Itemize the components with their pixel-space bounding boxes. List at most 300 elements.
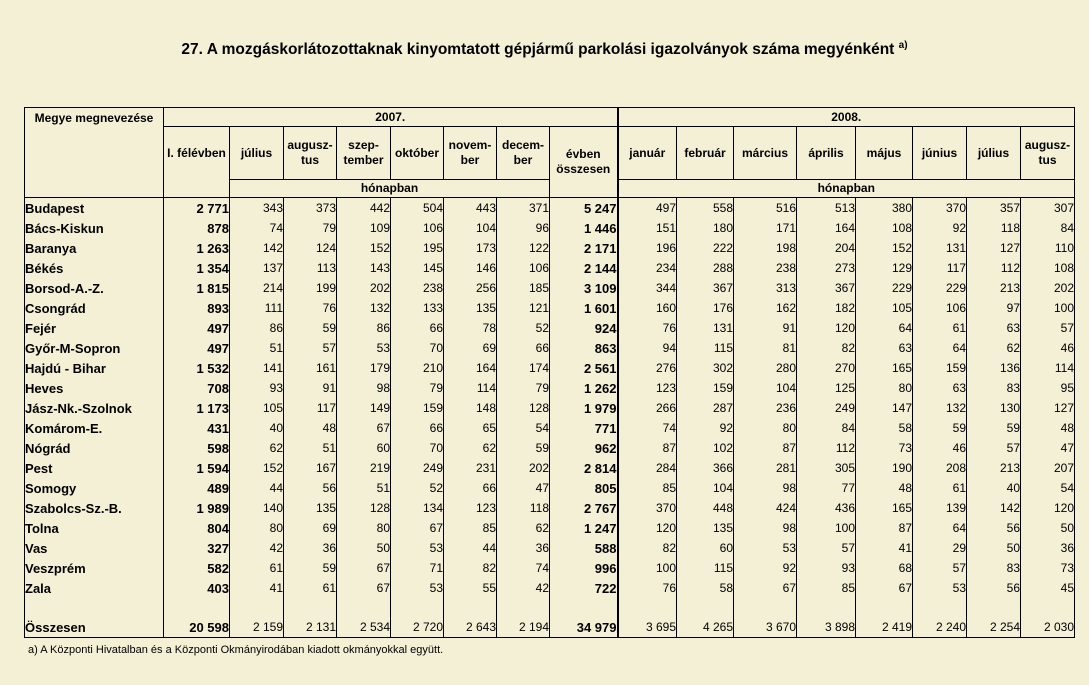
value-cell: 48: [1021, 418, 1075, 438]
total-cell: 1 354: [164, 258, 230, 278]
value-cell: 115: [677, 558, 734, 578]
total-cell: 1 601: [550, 298, 618, 318]
value-cell: 162: [734, 298, 797, 318]
value-cell: 59: [284, 318, 337, 338]
county-name: Pest: [25, 458, 164, 478]
half-year-header: I. félévben: [164, 127, 230, 180]
value-cell: 48: [856, 478, 913, 498]
value-cell: 66: [444, 478, 497, 498]
value-cell: 54: [497, 418, 550, 438]
value-cell: 81: [734, 338, 797, 358]
value-cell: 120: [618, 518, 677, 538]
total-cell: 924: [550, 318, 618, 338]
value-cell: 284: [618, 458, 677, 478]
value-cell: 2 643: [444, 617, 497, 638]
table-row: [25, 238, 1075, 258]
value-cell: 513: [797, 198, 856, 219]
value-cell: 92: [734, 558, 797, 578]
value-cell: 58: [856, 418, 913, 438]
value-cell: 2 419: [856, 617, 913, 638]
county-name: Baranya: [25, 238, 164, 258]
total-cell: 3 109: [550, 278, 618, 298]
value-cell: 152: [230, 458, 284, 478]
value-cell: 202: [497, 458, 550, 478]
value-cell: 238: [734, 258, 797, 278]
month-header: október: [391, 127, 444, 180]
month-header: június: [913, 127, 967, 180]
value-cell: 87: [856, 518, 913, 538]
value-cell: 59: [284, 558, 337, 578]
value-cell: 140: [230, 498, 284, 518]
value-cell: 497: [618, 198, 677, 219]
table-row: [25, 458, 1075, 478]
value-cell: 204: [797, 238, 856, 258]
value-cell: 109: [337, 218, 391, 238]
value-cell: 85: [444, 518, 497, 538]
value-cell: 171: [734, 218, 797, 238]
value-cell: 57: [913, 558, 967, 578]
value-cell: 61: [913, 318, 967, 338]
total-cell: 1 262: [550, 378, 618, 398]
value-cell: 47: [1021, 438, 1075, 458]
value-cell: 2 030: [1021, 617, 1075, 638]
value-cell: 56: [967, 518, 1021, 538]
value-cell: 127: [1021, 398, 1075, 418]
county-name: Csongrád: [25, 298, 164, 318]
value-cell: 106: [391, 218, 444, 238]
value-cell: 120: [797, 318, 856, 338]
value-cell: 117: [913, 258, 967, 278]
table-row: [25, 438, 1075, 458]
value-cell: 52: [497, 318, 550, 338]
value-cell: 214: [230, 278, 284, 298]
value-cell: 370: [913, 198, 967, 219]
value-cell: 288: [677, 258, 734, 278]
county-name: Komárom-E.: [25, 418, 164, 438]
value-cell: 76: [618, 578, 677, 598]
value-cell: 59: [497, 438, 550, 458]
value-cell: 130: [967, 398, 1021, 418]
table-row: [25, 378, 1075, 398]
page-title: [0, 40, 1089, 59]
in-month-label-2008: hónapban: [618, 180, 1075, 198]
value-cell: 68: [856, 558, 913, 578]
value-cell: 74: [230, 218, 284, 238]
value-cell: 185: [497, 278, 550, 298]
value-cell: 424: [734, 498, 797, 518]
total-cell: 1 594: [164, 458, 230, 478]
total-cell: 497: [164, 338, 230, 358]
value-cell: 161: [284, 358, 337, 378]
value-cell: 152: [856, 238, 913, 258]
value-cell: 36: [284, 538, 337, 558]
total-cell: 962: [550, 438, 618, 458]
total-cell: 722: [550, 578, 618, 598]
value-cell: 62: [497, 518, 550, 538]
value-cell: 102: [677, 438, 734, 458]
value-cell: 370: [618, 498, 677, 518]
value-cell: 113: [284, 258, 337, 278]
value-cell: 2 240: [913, 617, 967, 638]
value-cell: 305: [797, 458, 856, 478]
value-cell: 79: [497, 378, 550, 398]
table-row: [25, 578, 1075, 598]
value-cell: 135: [444, 298, 497, 318]
year-2007-header: 2007.: [164, 108, 618, 127]
total-cell: 497: [164, 318, 230, 338]
value-cell: 448: [677, 498, 734, 518]
year-total-header: évben összesen: [550, 127, 618, 198]
value-cell: 51: [230, 338, 284, 358]
value-cell: 83: [967, 558, 1021, 578]
total-cell: 431: [164, 418, 230, 438]
value-cell: 165: [856, 358, 913, 378]
value-cell: 40: [967, 478, 1021, 498]
value-cell: 249: [391, 458, 444, 478]
value-cell: 443: [444, 198, 497, 219]
month-header: szep- tember: [337, 127, 391, 180]
value-cell: 56: [284, 478, 337, 498]
value-cell: 120: [1021, 498, 1075, 518]
value-cell: 53: [913, 578, 967, 598]
value-cell: 41: [230, 578, 284, 598]
value-cell: 79: [284, 218, 337, 238]
total-cell: 878: [164, 218, 230, 238]
value-cell: 61: [230, 558, 284, 578]
month-header: novem- ber: [444, 127, 497, 180]
value-cell: 165: [856, 498, 913, 518]
county-header: Megye megnevezése: [25, 108, 164, 198]
value-cell: 78: [444, 318, 497, 338]
total-cell: 5 247: [550, 198, 618, 219]
value-cell: 42: [497, 578, 550, 598]
value-cell: 174: [497, 358, 550, 378]
value-cell: 367: [677, 278, 734, 298]
county-name: Győr-M-Sopron: [25, 338, 164, 358]
value-cell: 302: [677, 358, 734, 378]
value-cell: 373: [284, 198, 337, 219]
value-cell: 62: [444, 438, 497, 458]
value-cell: 307: [1021, 198, 1075, 219]
title-text: 27. A mozgáskorlátozottaknak kinyomtatott gépjármű parkolási igazolványok száma megyénként: [181, 41, 895, 59]
value-cell: 142: [230, 238, 284, 258]
month-header: július: [230, 127, 284, 180]
table-row: [25, 278, 1075, 298]
value-cell: 198: [734, 238, 797, 258]
table-row: [25, 258, 1075, 278]
value-cell: 213: [967, 278, 1021, 298]
value-cell: 50: [1021, 518, 1075, 538]
total-cell: 34 979: [550, 617, 618, 638]
total-cell: 1 446: [550, 218, 618, 238]
value-cell: 164: [444, 358, 497, 378]
value-cell: 80: [856, 378, 913, 398]
value-cell: 79: [391, 378, 444, 398]
value-cell: 164: [797, 218, 856, 238]
value-cell: 65: [444, 418, 497, 438]
value-cell: 118: [967, 218, 1021, 238]
value-cell: 127: [967, 238, 1021, 258]
value-cell: 104: [677, 478, 734, 498]
total-row: [25, 617, 1075, 638]
total-cell: 403: [164, 578, 230, 598]
value-cell: 152: [337, 238, 391, 258]
value-cell: 64: [913, 338, 967, 358]
value-cell: 108: [856, 218, 913, 238]
value-cell: 63: [856, 338, 913, 358]
value-cell: 95: [1021, 378, 1075, 398]
month-header: február: [677, 127, 734, 180]
value-cell: 100: [618, 558, 677, 578]
county-name: Jász-Nk.-Szolnok: [25, 398, 164, 418]
value-cell: 83: [967, 378, 1021, 398]
table-row: [25, 198, 1075, 219]
value-cell: 234: [618, 258, 677, 278]
total-cell: 771: [550, 418, 618, 438]
value-cell: 104: [444, 218, 497, 238]
value-cell: 91: [734, 318, 797, 338]
value-cell: 136: [967, 358, 1021, 378]
value-cell: 196: [618, 238, 677, 258]
value-cell: 148: [444, 398, 497, 418]
value-cell: 121: [497, 298, 550, 318]
value-cell: 63: [967, 318, 1021, 338]
value-cell: 80: [734, 418, 797, 438]
value-cell: 219: [337, 458, 391, 478]
value-cell: 249: [797, 398, 856, 418]
data-table: [24, 107, 1075, 638]
value-cell: 100: [1021, 298, 1075, 318]
in-month-label-2007: hónapban: [230, 180, 550, 198]
value-cell: 80: [337, 518, 391, 538]
value-cell: 207: [1021, 458, 1075, 478]
value-cell: 112: [967, 258, 1021, 278]
value-cell: 66: [391, 318, 444, 338]
county-name: Vas: [25, 538, 164, 558]
value-cell: 82: [618, 538, 677, 558]
value-cell: 55: [444, 578, 497, 598]
value-cell: 98: [337, 378, 391, 398]
value-cell: 125: [797, 378, 856, 398]
total-cell: 1 989: [164, 498, 230, 518]
value-cell: 48: [284, 418, 337, 438]
value-cell: 93: [797, 558, 856, 578]
value-cell: 151: [618, 218, 677, 238]
value-cell: 94: [618, 338, 677, 358]
total-cell: 20 598: [164, 617, 230, 638]
value-cell: 66: [391, 418, 444, 438]
month-header: augusz- tus: [1021, 127, 1075, 180]
total-cell: 327: [164, 538, 230, 558]
value-cell: 111: [230, 298, 284, 318]
value-cell: 3 670: [734, 617, 797, 638]
value-cell: 179: [337, 358, 391, 378]
county-name: Békés: [25, 258, 164, 278]
value-cell: 62: [230, 438, 284, 458]
value-cell: 190: [856, 458, 913, 478]
value-cell: 128: [337, 498, 391, 518]
value-cell: 176: [677, 298, 734, 318]
value-cell: 105: [230, 398, 284, 418]
total-cell: 2 171: [550, 238, 618, 258]
value-cell: 53: [734, 538, 797, 558]
value-cell: 2 254: [967, 617, 1021, 638]
value-cell: 159: [391, 398, 444, 418]
total-cell: 996: [550, 558, 618, 578]
value-cell: 100: [797, 518, 856, 538]
value-cell: 51: [337, 478, 391, 498]
value-cell: 231: [444, 458, 497, 478]
value-cell: 57: [967, 438, 1021, 458]
value-cell: 129: [856, 258, 913, 278]
value-cell: 106: [913, 298, 967, 318]
county-name: Borsod-A.-Z.: [25, 278, 164, 298]
footnote: a) A Központi Hivatalban és a Központi Okmányirodában kiadott okmányokkal együtt.: [28, 644, 444, 656]
value-cell: 98: [734, 518, 797, 538]
value-cell: 36: [1021, 538, 1075, 558]
value-cell: 3 898: [797, 617, 856, 638]
value-cell: 366: [677, 458, 734, 478]
value-cell: 146: [444, 258, 497, 278]
value-cell: 558: [677, 198, 734, 219]
value-cell: 67: [856, 578, 913, 598]
total-cell: 1 532: [164, 358, 230, 378]
total-cell: 2 561: [550, 358, 618, 378]
value-cell: 64: [913, 518, 967, 538]
county-name: Tolna: [25, 518, 164, 538]
value-cell: 85: [797, 578, 856, 598]
table-row: [25, 298, 1075, 318]
value-cell: 199: [284, 278, 337, 298]
value-cell: 145: [391, 258, 444, 278]
value-cell: 82: [797, 338, 856, 358]
value-cell: 2 534: [337, 617, 391, 638]
value-cell: 134: [391, 498, 444, 518]
total-cell: 708: [164, 378, 230, 398]
value-cell: 236: [734, 398, 797, 418]
county-name: Fejér: [25, 318, 164, 338]
total-cell: 588: [550, 538, 618, 558]
value-cell: 60: [337, 438, 391, 458]
total-cell: 1 247: [550, 518, 618, 538]
value-cell: 44: [444, 538, 497, 558]
value-cell: 128: [497, 398, 550, 418]
month-header: július: [967, 127, 1021, 180]
table-row: [25, 338, 1075, 358]
value-cell: 91: [284, 378, 337, 398]
value-cell: 56: [967, 578, 1021, 598]
year-2008-header: 2008.: [618, 108, 1075, 127]
total-cell: 893: [164, 298, 230, 318]
value-cell: 70: [391, 338, 444, 358]
value-cell: 87: [734, 438, 797, 458]
value-cell: 61: [913, 478, 967, 498]
value-cell: 60: [677, 538, 734, 558]
value-cell: 436: [797, 498, 856, 518]
value-cell: 122: [497, 238, 550, 258]
county-name: Összesen: [25, 617, 164, 638]
value-cell: 137: [230, 258, 284, 278]
value-cell: 132: [913, 398, 967, 418]
value-cell: 67: [734, 578, 797, 598]
value-cell: 92: [913, 218, 967, 238]
value-cell: 36: [497, 538, 550, 558]
value-cell: 73: [1021, 558, 1075, 578]
value-cell: 67: [337, 558, 391, 578]
value-cell: 504: [391, 198, 444, 219]
month-header: április: [797, 127, 856, 180]
value-cell: 61: [284, 578, 337, 598]
value-cell: 42: [230, 538, 284, 558]
county-name: Somogy: [25, 478, 164, 498]
value-cell: 53: [391, 578, 444, 598]
total-cell: 2 767: [550, 498, 618, 518]
total-cell: 1 173: [164, 398, 230, 418]
value-cell: 142: [967, 498, 1021, 518]
month-header: augusz- tus: [284, 127, 337, 180]
value-cell: 67: [337, 418, 391, 438]
value-cell: 57: [797, 538, 856, 558]
value-cell: 118: [497, 498, 550, 518]
value-cell: 213: [967, 458, 1021, 478]
month-header: május: [856, 127, 913, 180]
value-cell: 2 194: [497, 617, 550, 638]
value-cell: 69: [444, 338, 497, 358]
value-cell: 108: [1021, 258, 1075, 278]
value-cell: 114: [1021, 358, 1075, 378]
value-cell: 59: [967, 418, 1021, 438]
value-cell: 114: [444, 378, 497, 398]
value-cell: 173: [444, 238, 497, 258]
value-cell: 86: [337, 318, 391, 338]
county-name: Hajdú - Bihar: [25, 358, 164, 378]
value-cell: 256: [444, 278, 497, 298]
table-row: [25, 218, 1075, 238]
value-cell: 344: [618, 278, 677, 298]
value-cell: 45: [1021, 578, 1075, 598]
value-cell: 76: [618, 318, 677, 338]
value-cell: 343: [230, 198, 284, 219]
value-cell: 70: [391, 438, 444, 458]
total-cell: 2 771: [164, 198, 230, 219]
value-cell: 46: [1021, 338, 1075, 358]
value-cell: 106: [497, 258, 550, 278]
value-cell: 123: [618, 378, 677, 398]
total-cell: 2 144: [550, 258, 618, 278]
value-cell: 135: [284, 498, 337, 518]
total-cell: 1 815: [164, 278, 230, 298]
value-cell: 266: [618, 398, 677, 418]
value-cell: 516: [734, 198, 797, 219]
total-cell: 805: [550, 478, 618, 498]
value-cell: 135: [677, 518, 734, 538]
value-cell: 52: [391, 478, 444, 498]
value-cell: 3 695: [618, 617, 677, 638]
value-cell: 87: [618, 438, 677, 458]
value-cell: 2 159: [230, 617, 284, 638]
table-row: [25, 558, 1075, 578]
table-row: [25, 318, 1075, 338]
value-cell: 67: [391, 518, 444, 538]
value-cell: 53: [391, 538, 444, 558]
value-cell: 117: [284, 398, 337, 418]
value-cell: 58: [677, 578, 734, 598]
value-cell: 50: [967, 538, 1021, 558]
spacer-row: [25, 598, 1075, 617]
month-header: március: [734, 127, 797, 180]
value-cell: 167: [284, 458, 337, 478]
value-cell: 202: [337, 278, 391, 298]
